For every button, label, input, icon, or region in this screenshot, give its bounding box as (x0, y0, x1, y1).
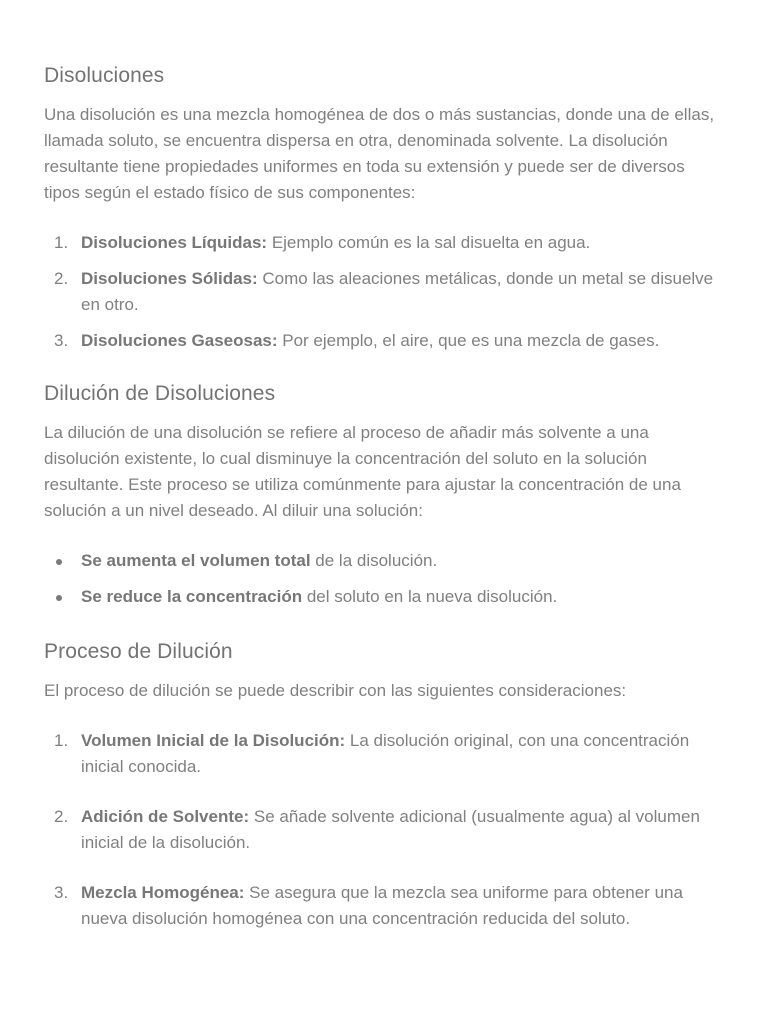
list-number: 2. (54, 269, 69, 288)
bullet-item-text: de la disolución. (310, 551, 438, 570)
list-item-label: Volumen Inicial de la Disolución: (81, 731, 346, 750)
section-title-proceso: Proceso de Dilución (44, 640, 233, 663)
list-item-label: Disoluciones Sólidas: (81, 269, 258, 288)
list-item-text: La disolución original, con una concentración inicial conocida. (81, 731, 690, 776)
list-item (44, 230, 724, 256)
list-item-text: Se asegura que la mezcla sea uniforme para obtener una nueva disolución homogénea con una concentración reducida del soluto. (81, 883, 683, 928)
bullet-item (44, 584, 724, 610)
list-item (44, 728, 724, 780)
bullet-item-label: Se aumenta el volumen total (81, 551, 311, 570)
list-item-text: Por ejemplo, el aire, que es una mezcla de gases. (277, 331, 660, 350)
bullet-item (44, 548, 724, 574)
section-title-disoluciones: Disoluciones (44, 64, 165, 87)
list-item-label: Adición de Solvente: (81, 807, 250, 826)
list-number: 1. (54, 731, 69, 750)
bullet-icon (56, 559, 62, 565)
section-title-dilucion: Dilución de Disoluciones (44, 382, 276, 405)
list-number: 2. (54, 807, 69, 826)
list-item (44, 804, 724, 856)
list-item-text: Se añade solvente adicional (usualmente agua) al volumen inicial de la disolución. (81, 807, 700, 852)
dilucion-effects-list (44, 548, 724, 610)
bullet-item-label: Se reduce la concentración (81, 587, 303, 606)
list-item-label: Disoluciones Líquidas: (81, 233, 268, 252)
list-item (44, 328, 724, 354)
section-paragraph-dilucion: La dilución de una disolución se refiere al proceso de añadir más solvente a una disolución existente, lo cual disminuye la concentración del soluto en la solución resultante. Este proceso se utiliza comúnmente para ajustar la concentración de una solución a un nivel deseado. Al diluir una solución: (44, 423, 681, 520)
list-number: 1. (54, 233, 69, 252)
list-item-label: Mezcla Homogénea: (81, 883, 245, 902)
bullet-item-text: del soluto en la nueva disolución. (302, 587, 558, 606)
section-paragraph-proceso: El proceso de dilución se puede describir con las siguientes consideraciones: (44, 681, 627, 700)
disoluciones-types-list (44, 230, 724, 354)
list-number: 3. (54, 331, 69, 350)
section-paragraph-disoluciones: Una disolución es una mezcla homogénea de dos o más sustancias, donde una de ellas, llamada soluto, se encuentra dispersa en otra, denominada solvente. La disolución resultante tiene propiedades uniformes en toda su extensión y puede ser de diversos tipos según el estado físico de sus componentes: (44, 105, 715, 202)
list-item-text: Como las aleaciones metálicas, donde un metal se disuelve en otro. (81, 269, 714, 314)
proceso-steps-list (44, 728, 724, 932)
list-item (44, 880, 724, 932)
bullet-icon (56, 595, 62, 601)
list-item-text: Ejemplo común es la sal disuelta en agua. (267, 233, 591, 252)
list-number: 3. (54, 883, 69, 902)
list-item (44, 266, 724, 318)
list-item-label: Disoluciones Gaseosas: (81, 331, 278, 350)
